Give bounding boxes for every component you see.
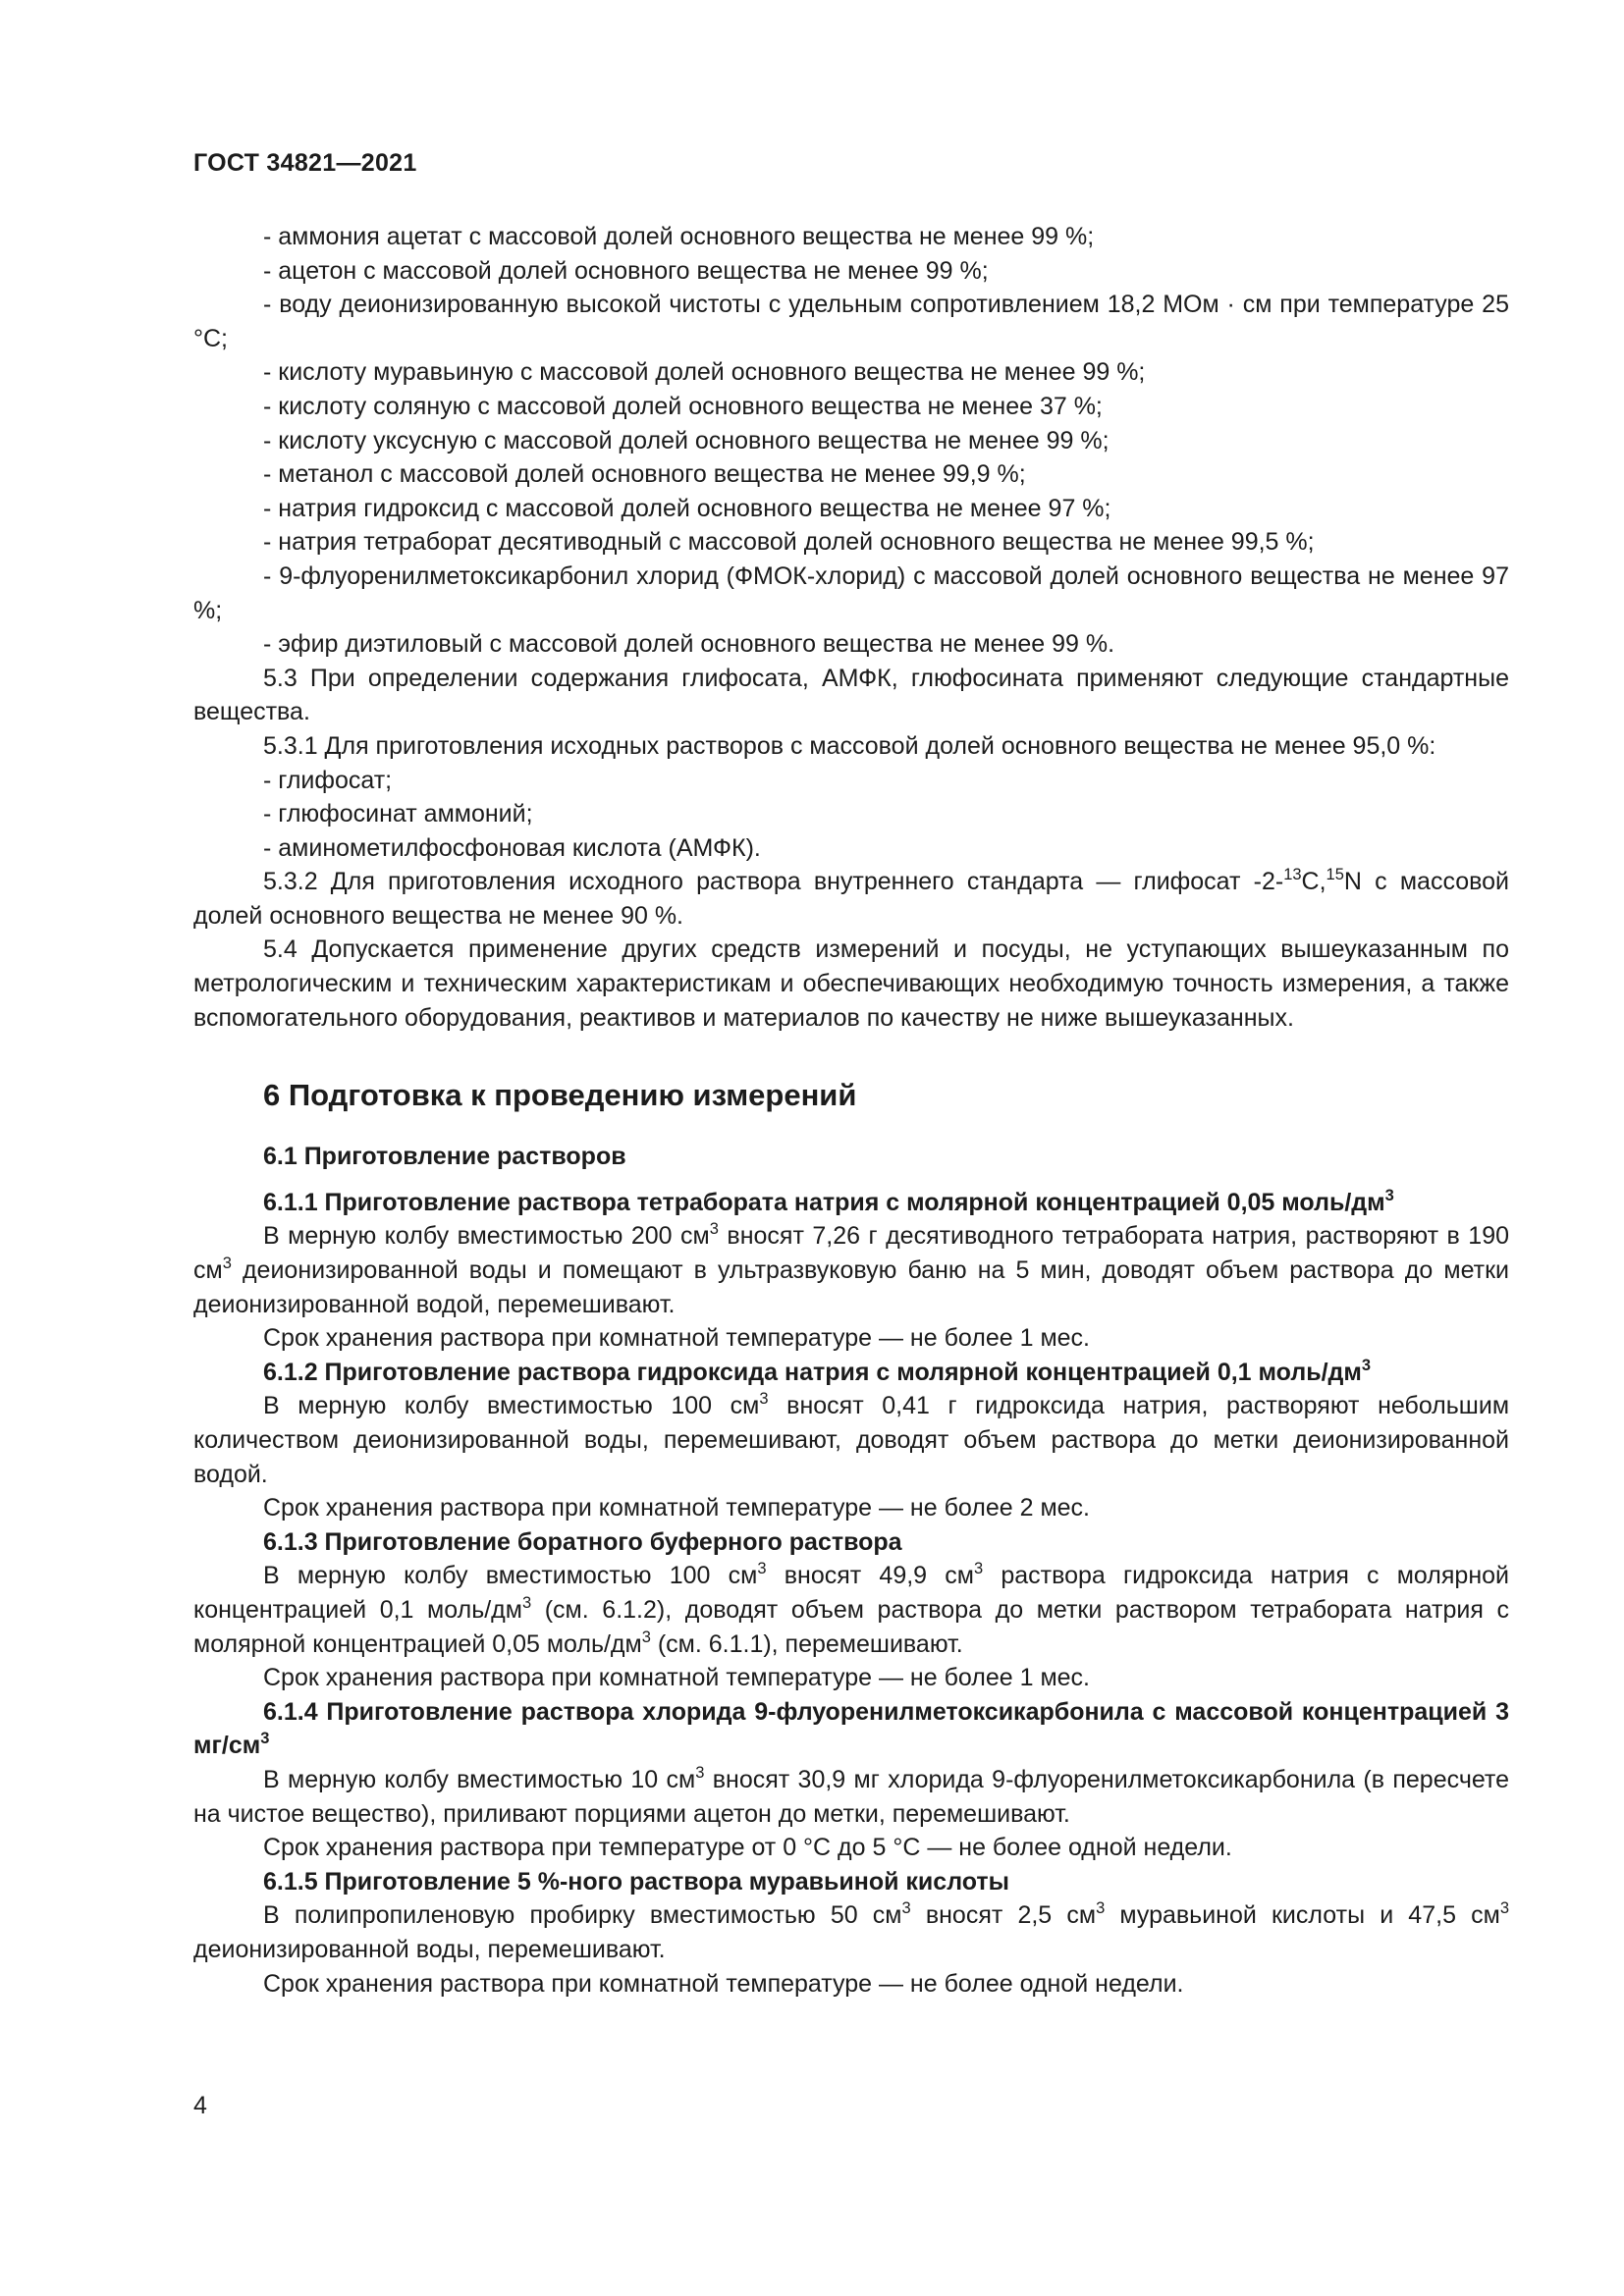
clause-heading: 6.1.3 Приготовление боратного буферного раствора bbox=[263, 1527, 902, 1556]
list-item: - эфир диэтиловый с массовой долей основного вещества не менее 99 %. bbox=[263, 630, 1115, 659]
section-title: 6 Подготовка к проведению измерений bbox=[263, 1078, 857, 1113]
clause-paragraph: В мерную колбу вместимостью 10 $см^3$ вносят 30,9 мг хлорида 9-флуоренилметоксикарбонила (в пересчете на чистое вещество), приливают порциями ацетон до метки, перемешивают. bbox=[193, 1763, 1510, 1828]
standard-item: - глифосат; bbox=[263, 766, 393, 794]
standard-item: - глюфосинат аммоний; bbox=[263, 800, 533, 828]
list-item: - кислоту муравьиную с массовой долей основного вещества не менее 99 %; bbox=[263, 358, 1146, 387]
clause-heading: 6.1.1 Приготовление раствора тетрабората натрия с молярной концентрацией 0,05 моль/$дм^3$ bbox=[263, 1186, 1394, 1216]
paragraph-5-3-2: 5.3.2 Для приготовления исходного раствора внутреннего стандарта — глифосат -2-$^{13}$C,$^{15}$N с массовой долей основного вещества не менее 90 %. bbox=[193, 866, 1509, 930]
clause-paragraph: В мерную колбу вместимостью 100 $см^3$ вносят 49,9 $см^3$ раствора гидроксида натрия с молярной концентрацией 0,1 моль/$дм^3$ (см. 6.1.2), доводят объем раствора до метки раствором тетрабората натрия с молярной концентрацией 0,05 моль/$дм^3$ (см. 6.1.1), перемешивают. bbox=[193, 1560, 1509, 1658]
storage-note: Срок хранения раствора при комнатной температуре — не более одной недели. bbox=[263, 1969, 1184, 1998]
storage-note: Срок хранения раствора при температуре от 0 °С до 5 °С — не более одной недели. bbox=[263, 1834, 1232, 1862]
list-item: - кислоту соляную с массовой долей основного вещества не менее 37 %; bbox=[263, 392, 1103, 420]
storage-note: Срок хранения раствора при комнатной температуре — не более 2 мес. bbox=[263, 1494, 1090, 1522]
list-item: - ацетон с массовой долей основного вещества не менее 99 %; bbox=[263, 256, 989, 285]
list-item: - воду деионизированную высокой чистоты с удельным сопротивлением 18,2 МОм · см при температуре 25 °С; bbox=[193, 291, 1509, 352]
clause-heading: 6.1.2 Приготовление раствора гидроксида натрия с молярной концентрацией 0,1 моль/$дм^3$ bbox=[263, 1356, 1372, 1386]
storage-note: Срок хранения раствора при комнатной температуре — не более 1 мес. bbox=[263, 1664, 1090, 1692]
paragraph-5-3: 5.3 При определении содержания глифосата, АМФК, глюфосината применяют следующие стандартные вещества. bbox=[193, 664, 1509, 726]
standard-item: - аминометилфосфоновая кислота (АМФК). bbox=[263, 833, 761, 862]
list-item: - 9-флуоренилметоксикарбонил хлорид (ФМОК-хлорид) с массовой долей основного вещества не менее 97 %; bbox=[193, 561, 1509, 624]
clause-paragraph: В мерную колбу вместимостью 200 $см^3$ вносят 7,26 г десятиводного тетрабората натрия, растворяют в 190 $см^3$ деионизированной воды и помещают в ультразвуковую баню на 5 мин, доводят объем раствора до метки деионизированной водой, перемешивают. bbox=[193, 1220, 1509, 1318]
clause-paragraph: В мерную колбу вместимостью 100 $см^3$ вносят 0,41 г гидроксида натрия, растворяют небольшим количеством деионизированной воды, перемешивают, доводят объем раствора до метки деионизированной водой. bbox=[193, 1390, 1510, 1488]
page-number: 4 bbox=[193, 2092, 207, 2119]
paragraph-5-4: 5.4 Допускается применение других средств измерений и посуды, не уступающих вышеуказанным по метрологическим и техническим характеристикам и обеспечивающих необходимую точность измерения, а также вспомогательного оборудования, реактивов и материалов по качеству не ниже вышеуказанных. bbox=[193, 935, 1509, 1032]
list-item: - метанол с массовой долей основного вещества не менее 99,9 %; bbox=[263, 460, 1026, 489]
clause-heading: 6.1.4 Приготовление раствора хлорида 9-флуоренилметоксикарбонила с массовой концентрацией 3 $мг/см^3$ bbox=[193, 1697, 1509, 1760]
list-item: - натрия гидроксид с массовой долей основного вещества не менее 97 %; bbox=[263, 494, 1111, 522]
subsection-heading: 6.1 Приготовление растворов bbox=[263, 1143, 626, 1171]
clause-heading: 6.1.5 Приготовление 5 %-ного раствора муравьиной кислоты bbox=[263, 1867, 1009, 1896]
clause-paragraph: В полипропиленовую пробирку вместимостью 50 $см^3$ вносят 2,5 $см^3$ муравьиной кислоты и 47,5 $см^3$ деионизированной воды, перемешивают. bbox=[193, 1899, 1509, 1963]
list-item: - кислоту уксусную с массовой долей основного вещества не менее 99 %; bbox=[263, 426, 1110, 454]
list-item: - натрия тетраборат десятиводный с массовой долей основного вещества не менее 99,5 %; bbox=[263, 528, 1315, 557]
page-body bbox=[193, 220, 1509, 2001]
storage-note: Срок хранения раствора при комнатной температуре — не более 1 мес. bbox=[263, 1324, 1090, 1353]
paragraph-5-3-1: 5.3.1 Для приготовления исходных растворов с массовой долей основного вещества не менее 95,0 %: bbox=[263, 731, 1436, 760]
document-header: ГОСТ 34821—2021 bbox=[193, 149, 417, 177]
list-item: - аммония ацетат с массовой долей основного вещества не менее 99 %; bbox=[263, 223, 1095, 250]
